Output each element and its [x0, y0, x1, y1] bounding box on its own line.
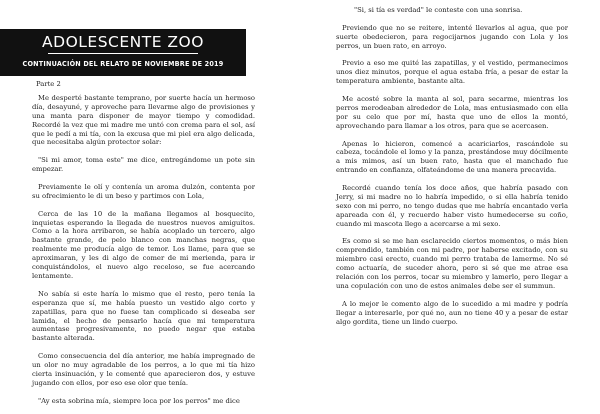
right-page — [300, 0, 600, 400]
paragraph: Es como si se me han esclarecido ciertos momentos, o más bien comprendido, también con mi padre, por haberse excitado, con su miembro casi erecto, cuando mi perro trataba de lamerme. No sé como actuaría, de suceder ahora, pero si sé que me atrae esa relación con los perros, tocar su miembro y lamerlo, pero llegar a una copulación con uno de estos animales debe ser el summun. — [336, 237, 568, 290]
paragraph: Previo a eso me quité las zapatillas, y el vestido, permanecimos unos diez minutos, porque el agua estaba fría, a pesar de estar la temperatura ambiente, bastante alta. — [336, 59, 568, 86]
paragraph: "Ay esta sobrina mía, siempre loca por los perros" me dice — [38, 396, 240, 405]
paragraph: Cerca de las 10 de la mañana llegamos al bosquecito, inquietas esperando la llegada de nuestros nuevos amiguitos. Como a la hora arribaron, se había acoplado un tercero, algo bastante grande, de pelo blanco con manchas negras, que realmente me producía algo de temor. Los llame, para que se aproximaran, y les di algo de comer de mi merienda, para ir conquistándolos, el nuevo algo receloso, se fue acercando lentamente. — [32, 209, 255, 280]
paragraph: Me desperté bastante temprano, por suerte hacía un hermoso día, desayuné, y aproveche para llevarme algo de provisiones y una manta para disponer de mayor tiempo y comodidad. Recordé la vez que mi madre me untó con crema para el sol, así que le pedí a mi tía, con la excusa que mi piel era algo delicada, que necesitaba algún protector solar: — [32, 93, 255, 147]
left-text-column — [32, 80, 255, 414]
chapter-subtitle: CONTINUACIÓN DEL RELATO DE NOVIEMBRE DE 2019 — [22, 59, 224, 68]
header-divider — [48, 53, 198, 54]
paragraph: Me acosté sobre la manta al sol, para secarme, mientras los perros merodeaban alrededor de Lola, mas entusiasmado con ella por su celo que por mí, hasta que uno de ellos la montó, aprovechando para llamar a los otros, para que se acercasen. — [336, 95, 568, 130]
right-text-column — [336, 6, 568, 335]
chapter-header — [0, 29, 246, 76]
paragraph: "Si, si tía es verdad" le conteste con una sonrisa. — [354, 6, 523, 14]
paragraph: A lo mejor le comento algo de lo sucedido a mi madre y podría llegar a interesarle, por qué no, aun no tiene 40 y a pesar de estar algo gordita, tiene un lindo cuerpo. — [336, 299, 568, 326]
left-page — [0, 0, 300, 405]
paragraph: Recordé cuando tenía los doce años, que habría pasado con Jerry, si mi madre no lo habría impedido, o si ella habría tenido sexo con mi perro, no tengo dudas que me habría encantado verla apareada con él, y recuerdo haber visto humedecerse su coño, cuando mi mascota llego a acercarse a mi sexo. — [336, 184, 568, 228]
paragraph: No sabía si este haría lo mismo que el resto, pero tenía la esperanza que sí, me había puesto un vestido algo corto y zapatillas, para que no fuese tan complicado si deseaba ser lamida, el hecho de pensarlo hacía que mi temperatura aumentase progresivamente, no puedo negar que estaba bastante alterada. — [32, 289, 255, 343]
part-heading: Parte 2 — [36, 80, 61, 88]
paragraph: Previamente le olí y contenía un aroma dulzón, contenta por su ofrecimiento le di un beso y partimos con Lola, — [32, 182, 255, 200]
paragraph: Previendo que no se reitere, intenté llevarlos al agua, que por suerte obedecieron, para regocijarnos jugando con Lola y los perros, un buen rato, en arroyo. — [336, 23, 568, 50]
paragraph: Como consecuencia del día anterior, me había impregnado de un olor no muy agradable de los perros, a lo que mi tía hizo cierta insinuación, y le comenté que aparecieron dos, y estuve jugando con ellos, por eso ese olor que tenía. — [32, 352, 255, 387]
paragraph: Apenas lo hicieron, comencé a acariciarlos, rascándole su cabeza, tocándole el lomo y la panza, prestándose muy dócilmente a mis mimos, así un buen rato, hasta que el manchado fue entrando en confianza, olfateándome de una manera precavida. — [336, 139, 568, 175]
paragraph: "Si mi amor, toma este" me dice, entregándome un pote sin empezar. — [32, 156, 255, 174]
chapter-title: ADOLESCENTE ZOO — [42, 33, 204, 51]
